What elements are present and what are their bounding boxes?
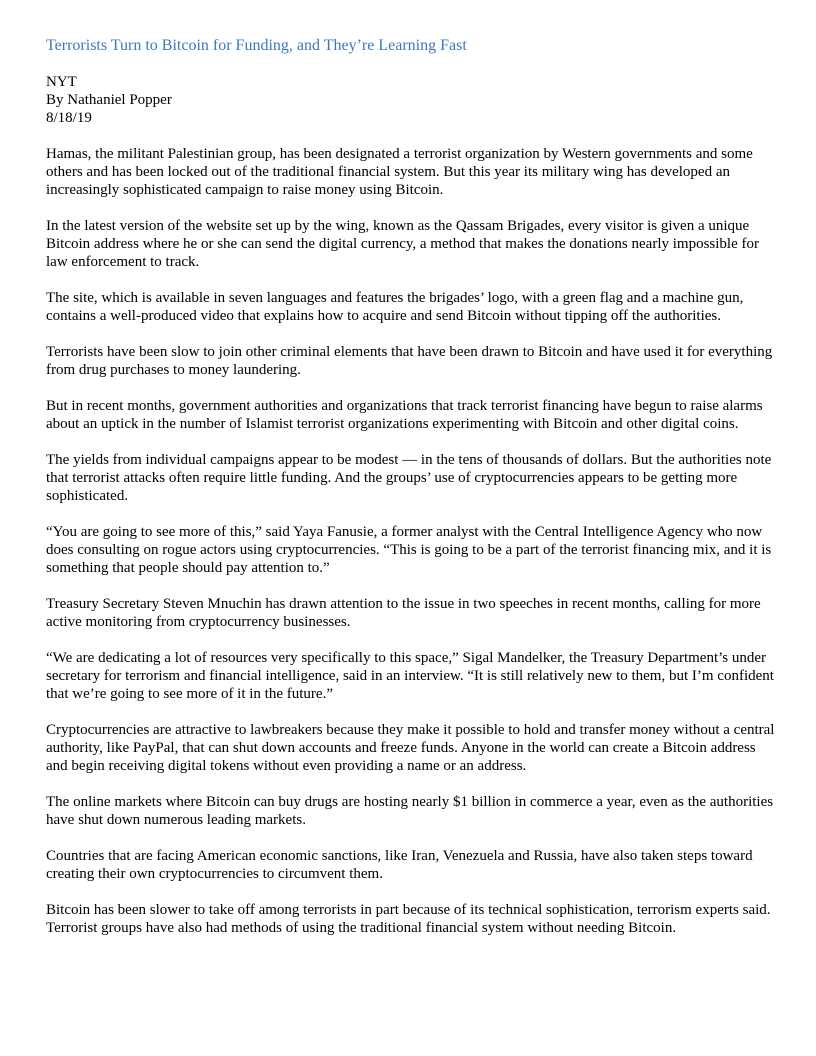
article-date: 8/18/19 bbox=[46, 110, 92, 126]
paragraph-12: Countries that are facing American economic sanctions, like Iran, Venezuela and Russia, have also taken steps toward creating their own cryptocurrencies to circumvent them. bbox=[46, 848, 753, 882]
paragraph-4: Terrorists have been slow to join other criminal elements that have been drawn to Bitcoin and have used it for everything from drug purchases to money laundering. bbox=[46, 344, 773, 378]
paragraph-1: Hamas, the militant Palestinian group, has been designated a terrorist organization by Western governments and some others and has been locked out of the traditional financial system. But this year its military wing has developed an increasingly sophisticated campaign to raise money using Bitcoin. bbox=[46, 146, 753, 198]
article-title: Terrorists Turn to Bitcoin for Funding, and They’re Learning Fast bbox=[46, 37, 467, 54]
paragraph-9: “We are dedicating a lot of resources very specifically to this space,” Sigal Mandelker, the Treasury Department’s under secretary for terrorism and financial intelligence, said in an interview. “It is still relatively new to them, but I’m confident that we’re going to see more of it in the future.” bbox=[46, 650, 774, 702]
paragraph-3: The site, which is available in seven languages and features the brigades’ logo, with a green flag and a machine gun, contains a well-produced video that explains how to acquire and send Bitcoin without tipping off the authorities. bbox=[46, 290, 744, 324]
article-source: NYT bbox=[46, 74, 77, 90]
paragraph-6: The yields from individual campaigns appear to be modest — in the tens of thousands of dollars. But the authorities note that terrorist attacks often require little funding. And the groups’ use of cryptocurrencies appears to be getting more sophisticated. bbox=[46, 452, 772, 504]
article-body bbox=[46, 145, 778, 937]
paragraph-5: But in recent months, government authorities and organizations that track terrorist financing have begun to raise alarms about an uptick in the number of Islamist terrorist organizations experimenting with Bitcoin and other digital coins. bbox=[46, 398, 763, 432]
paragraph-7: “You are going to see more of this,” said Yaya Fanusie, a former analyst with the Central Intelligence Agency who now does consulting on rogue actors using cryptocurrencies. “This is going to be a part of the terrorist financing mix, and it is something that people should pay attention to.” bbox=[46, 524, 772, 576]
article-meta bbox=[46, 73, 778, 127]
document-page bbox=[46, 37, 778, 955]
paragraph-8: Treasury Secretary Steven Mnuchin has drawn attention to the issue in two speeches in recent months, calling for more active monitoring from cryptocurrency businesses. bbox=[46, 596, 761, 630]
paragraph-11: The online markets where Bitcoin can buy drugs are hosting nearly $1 billion in commerce a year, even as the authorities have shut down numerous leading markets. bbox=[46, 794, 774, 828]
paragraph-2: In the latest version of the website set up by the wing, known as the Qassam Brigades, every visitor is given a unique Bitcoin address where he or she can send the digital currency, a method that makes the donations nearly impossible for law enforcement to track. bbox=[46, 218, 759, 270]
paragraph-13: Bitcoin has been slower to take off among terrorists in part because of its technical sophistication, terrorism experts said. Terrorist groups have also had methods of using the traditional financial system without needing Bitcoin. bbox=[46, 902, 771, 936]
paragraph-10: Cryptocurrencies are attractive to lawbreakers because they make it possible to hold and transfer money without a central authority, like PayPal, that can shut down accounts and freeze funds. Anyone in the world can create a Bitcoin address and begin receiving digital tokens without even providing a name or an address. bbox=[46, 722, 775, 774]
article-byline: By Nathaniel Popper bbox=[46, 92, 172, 108]
